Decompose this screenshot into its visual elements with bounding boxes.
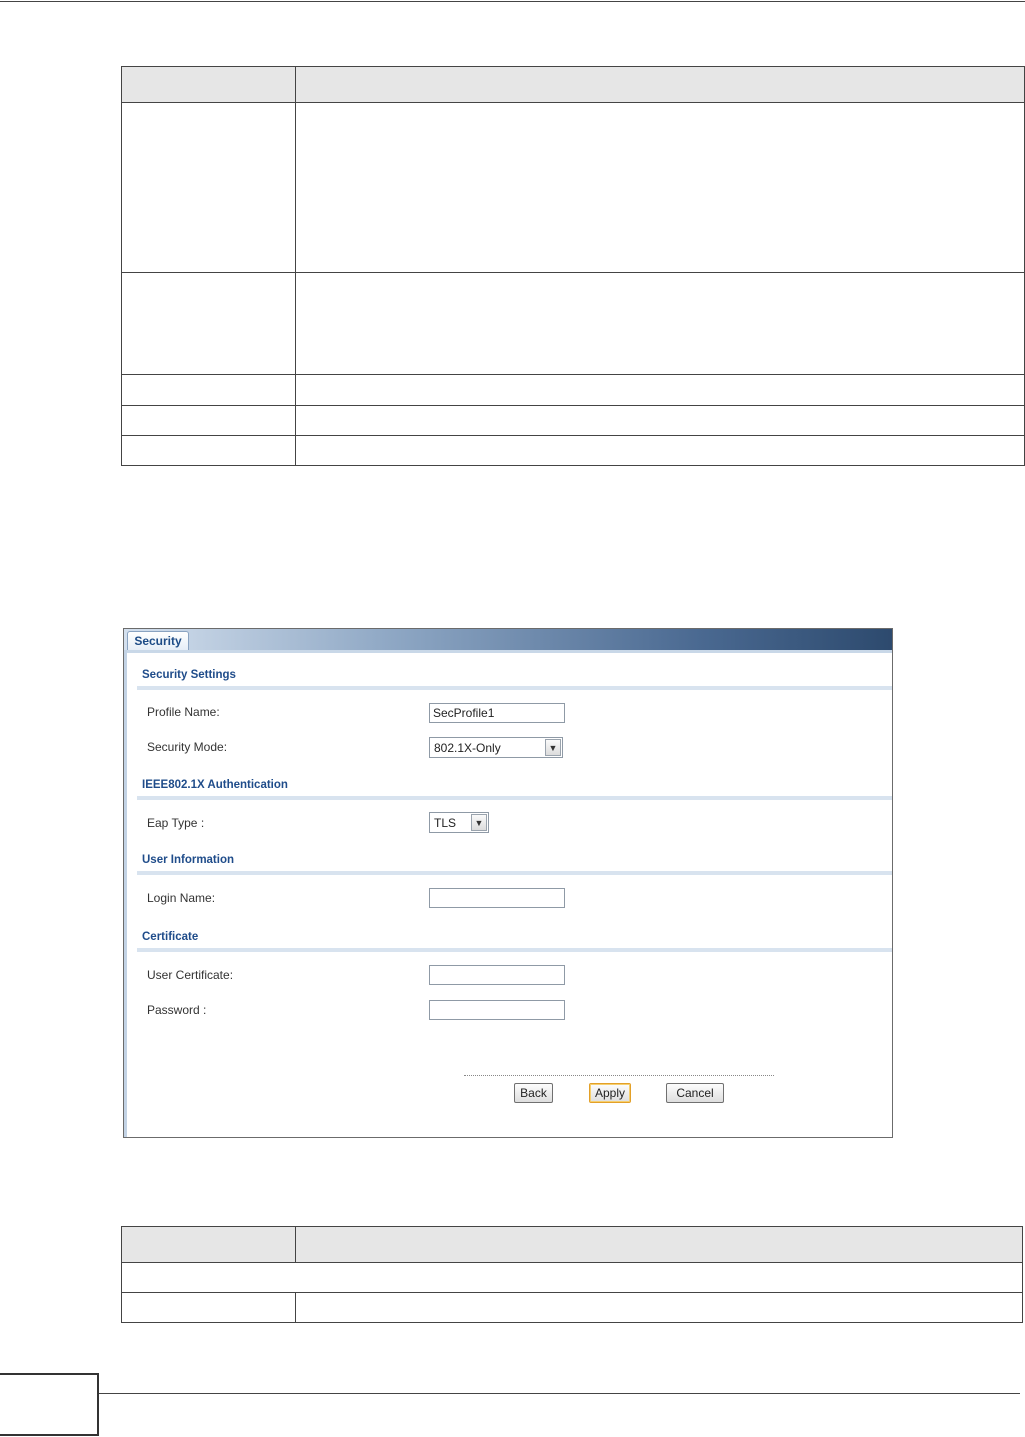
profile-name-label: Profile Name:: [147, 705, 220, 719]
table-row: [122, 436, 1025, 466]
table-header-row: [122, 67, 1025, 103]
eap-type-label: Eap Type :: [147, 816, 205, 830]
chevron-down-icon[interactable]: ▼: [545, 739, 561, 756]
page-number-box: [0, 1373, 99, 1436]
tab-security[interactable]: Security: [127, 631, 189, 650]
eap-type-select[interactable]: [429, 812, 489, 833]
upper-doc-table: [121, 66, 1025, 466]
section-title-ieee-auth: IEEE802.1X Authentication: [142, 779, 288, 791]
table-row: [122, 1263, 1023, 1293]
password-label: Password :: [147, 1003, 207, 1017]
section-title-certificate: Certificate: [142, 931, 199, 943]
panel-left-edge: [124, 650, 127, 1137]
login-name-input[interactable]: [429, 888, 565, 908]
security-mode-label: Security Mode:: [147, 740, 228, 754]
title-bar: [124, 629, 892, 650]
section-divider: [137, 948, 892, 952]
section-title-user-information: User Information: [142, 854, 235, 866]
user-certificate-input[interactable]: [429, 965, 565, 985]
eap-type-value: TLS: [434, 816, 457, 830]
password-input[interactable]: [429, 1000, 565, 1020]
back-button[interactable]: Back: [514, 1083, 553, 1103]
security-mode-select[interactable]: [429, 737, 563, 758]
table-header-row: [122, 1227, 1023, 1263]
security-mode-value: 802.1X-Only: [434, 741, 501, 755]
footer-rule: [99, 1393, 1020, 1394]
table-row: [122, 273, 1025, 375]
section-divider: [137, 686, 892, 690]
title-bar-underline: [124, 650, 892, 653]
section-divider: [137, 871, 892, 875]
table-row: [122, 103, 1025, 273]
apply-button[interactable]: Apply: [589, 1083, 631, 1103]
login-name-label: Login Name:: [147, 891, 216, 905]
security-screen: [123, 628, 893, 1138]
table-row: [122, 1293, 1023, 1323]
user-certificate-label: User Certificate:: [147, 968, 234, 982]
chevron-down-icon[interactable]: ▼: [471, 814, 487, 831]
button-separator: [464, 1075, 774, 1076]
lower-doc-table: [121, 1226, 1023, 1323]
table-row: [122, 375, 1025, 406]
cancel-button[interactable]: Cancel: [666, 1083, 724, 1103]
section-title-security-settings: Security Settings: [142, 669, 236, 681]
table-row: [122, 406, 1025, 436]
section-divider: [137, 796, 892, 800]
profile-name-input[interactable]: SecProfile1: [429, 703, 565, 723]
page-top-rule: [0, 1, 1025, 2]
